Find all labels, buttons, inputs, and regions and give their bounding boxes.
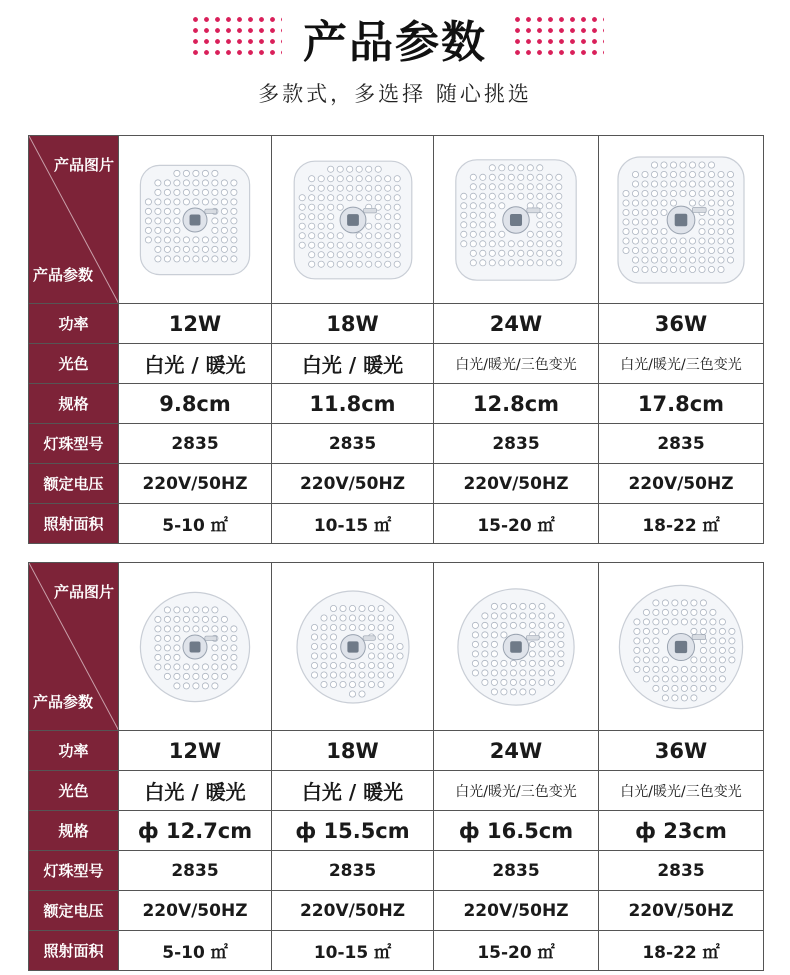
round-led-module-icon <box>441 572 591 722</box>
spec-value: 12.8cm <box>434 384 599 424</box>
spec-table-round <box>28 562 764 971</box>
connector-icon <box>527 207 540 212</box>
product-image-12w <box>119 563 272 731</box>
spec-value: 白光 / 暖光 <box>119 771 272 811</box>
spec-value: 白光/暖光/三色变光 <box>599 771 764 811</box>
spec-row-led-model <box>29 424 764 464</box>
spec-value: 2835 <box>119 424 272 464</box>
spec-value: 11.8cm <box>272 384 434 424</box>
square-led-module-icon <box>606 145 756 295</box>
product-image-24w <box>434 136 599 304</box>
row-label: 照射面积 <box>29 504 119 544</box>
spec-value: 2835 <box>434 424 599 464</box>
page-header <box>0 0 790 130</box>
product-image-24w <box>434 563 599 731</box>
round-led-module-icon <box>120 572 270 722</box>
spec-value: 15-20 ㎡ <box>434 931 599 971</box>
spec-value: 220V/50HZ <box>434 464 599 504</box>
spec-value: 220V/50HZ <box>599 464 764 504</box>
corner-label-product-params: 产品参数 <box>33 266 94 284</box>
square-led-module-icon <box>120 145 270 295</box>
product-image-12w <box>119 136 272 304</box>
spec-row-light-color <box>29 771 764 811</box>
row-label: 额定电压 <box>29 891 119 931</box>
row-label: 灯珠型号 <box>29 424 119 464</box>
driver-core <box>510 641 522 653</box>
spec-value: 18-22 ㎡ <box>599 931 764 971</box>
image-row <box>29 563 764 731</box>
spec-value: 17.8cm <box>599 384 764 424</box>
spec-value: 36W <box>599 304 764 344</box>
product-image-36w <box>599 563 764 731</box>
product-image-18w <box>272 563 434 731</box>
connector-icon <box>526 635 539 640</box>
spec-value: 220V/50HZ <box>599 891 764 931</box>
driver-core <box>190 641 201 652</box>
spec-value: 白光 / 暖光 <box>272 344 434 384</box>
round-led-module-icon <box>606 572 756 722</box>
spec-value: 15-20 ㎡ <box>434 504 599 544</box>
spec-value: 220V/50HZ <box>119 891 272 931</box>
spec-value: 白光/暖光/三色变光 <box>434 344 599 384</box>
spec-row-size <box>29 384 764 424</box>
connector-icon <box>205 636 217 640</box>
spec-value: 36W <box>599 731 764 771</box>
spec-value: 白光/暖光/三色变光 <box>599 344 764 384</box>
spec-row-voltage <box>29 891 764 931</box>
corner-header-cell <box>29 563 119 731</box>
page-title: 产品参数 <box>303 17 487 68</box>
spec-value: 2835 <box>599 424 764 464</box>
spec-row-coverage-area <box>29 504 764 544</box>
spec-row-power <box>29 731 764 771</box>
driver-core <box>190 214 201 225</box>
connector-icon <box>363 635 375 639</box>
spec-value: 5-10 ㎡ <box>119 931 272 971</box>
row-label: 功率 <box>29 304 119 344</box>
spec-value: 白光 / 暖光 <box>119 344 272 384</box>
product-image-18w <box>272 136 434 304</box>
corner-header-cell <box>29 136 119 304</box>
spec-table-square <box>28 135 764 544</box>
row-label: 照射面积 <box>29 931 119 971</box>
spec-value: 5-10 ㎡ <box>119 504 272 544</box>
row-label: 规格 <box>29 384 119 424</box>
square-led-module-icon <box>441 145 591 295</box>
corner-label-product-image: 产品图片 <box>53 583 114 601</box>
spec-value: 2835 <box>272 424 434 464</box>
driver-core <box>510 213 522 225</box>
spec-value: 220V/50HZ <box>434 891 599 931</box>
product-image-36w <box>599 136 764 304</box>
spec-value: ф 15.5cm <box>272 811 434 851</box>
image-row <box>29 136 764 304</box>
spec-value: 白光/暖光/三色变光 <box>434 771 599 811</box>
row-label: 灯珠型号 <box>29 851 119 891</box>
connector-icon <box>205 209 217 213</box>
spec-value: 白光 / 暖光 <box>272 771 434 811</box>
spec-value: 18W <box>272 731 434 771</box>
row-label: 光色 <box>29 771 119 811</box>
spec-row-voltage <box>29 464 764 504</box>
spec-value: 220V/50HZ <box>119 464 272 504</box>
spec-value: 2835 <box>272 851 434 891</box>
row-label: 额定电压 <box>29 464 119 504</box>
connector-icon <box>692 634 706 639</box>
connector-icon <box>363 208 376 213</box>
row-label: 功率 <box>29 731 119 771</box>
spec-row-light-color <box>29 344 764 384</box>
driver-core <box>675 213 688 226</box>
spec-value: 18W <box>272 304 434 344</box>
spec-row-size <box>29 811 764 851</box>
spec-value: ф 23cm <box>599 811 764 851</box>
spec-row-power <box>29 304 764 344</box>
corner-label-product-image: 产品图片 <box>53 156 114 174</box>
row-label: 光色 <box>29 344 119 384</box>
corner-label-product-params: 产品参数 <box>33 693 94 711</box>
page-subtitle: 多款式，多选择 随心挑选 <box>258 82 532 106</box>
spec-value: ф 16.5cm <box>434 811 599 851</box>
spec-value: 12W <box>119 304 272 344</box>
row-label: 规格 <box>29 811 119 851</box>
spec-value: 10-15 ㎡ <box>272 931 434 971</box>
spec-row-led-model <box>29 851 764 891</box>
spec-value: 9.8cm <box>119 384 272 424</box>
spec-value: 24W <box>434 731 599 771</box>
driver-core <box>347 214 359 226</box>
spec-value: 12W <box>119 731 272 771</box>
connector-icon <box>692 207 706 212</box>
square-led-module-icon <box>278 145 428 295</box>
spec-value: 220V/50HZ <box>272 464 434 504</box>
spec-value: 2835 <box>434 851 599 891</box>
spec-value: 10-15 ㎡ <box>272 504 434 544</box>
spec-value: ф 12.7cm <box>119 811 272 851</box>
spec-value: 220V/50HZ <box>272 891 434 931</box>
driver-core <box>347 641 358 652</box>
spec-row-coverage-area <box>29 931 764 971</box>
driver-core <box>675 640 687 652</box>
spec-value: 2835 <box>599 851 764 891</box>
spec-value: 2835 <box>119 851 272 891</box>
spec-value: 18-22 ㎡ <box>599 504 764 544</box>
spec-value: 24W <box>434 304 599 344</box>
round-led-module-icon <box>278 572 428 722</box>
